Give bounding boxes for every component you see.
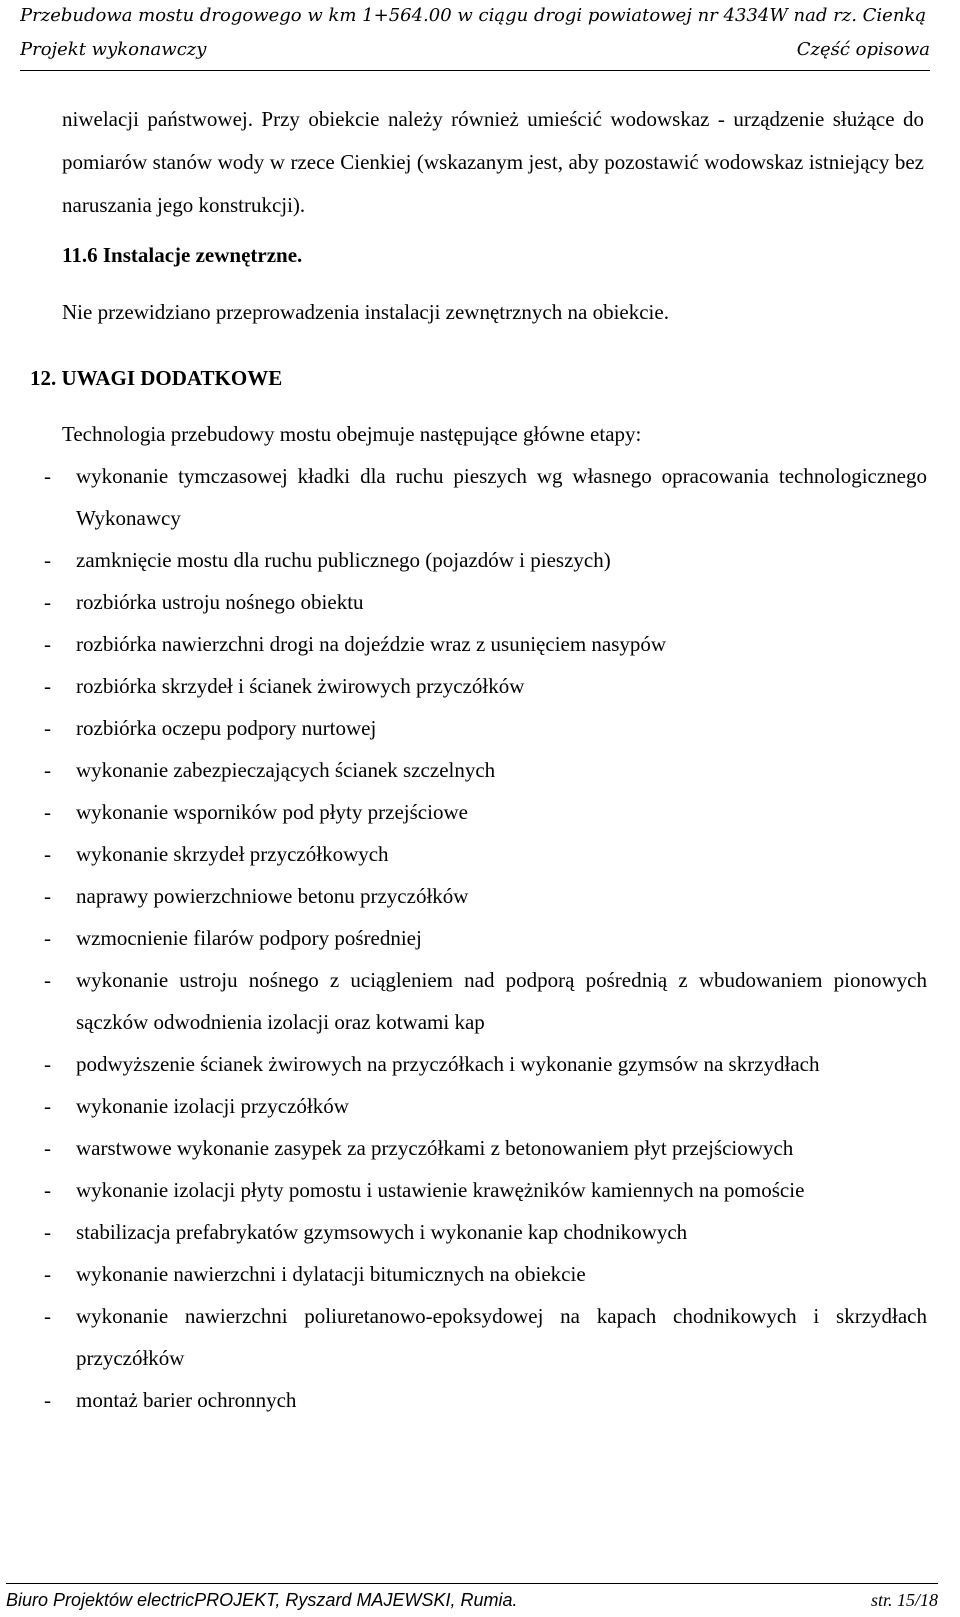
list-dash: - bbox=[44, 926, 51, 950]
list-item-text: warstwowe wykonanie zasypek za przyczółkami z betonowaniem płyt przejściowych bbox=[76, 1136, 794, 1160]
list-dash: - bbox=[44, 758, 51, 782]
list-dash: - bbox=[44, 1304, 51, 1328]
list-item-text: rozbiórka oczepu podpory nurtowej bbox=[76, 716, 377, 740]
list-item-text: stabilizacja prefabrykatów gzymsowych i wykonanie kap chodnikowych bbox=[76, 1220, 688, 1244]
list-item bbox=[44, 917, 927, 959]
list-item bbox=[44, 875, 927, 917]
construction-stages-list bbox=[44, 455, 927, 1421]
list-item bbox=[44, 833, 927, 875]
list-item-text: wykonanie izolacji przyczółków bbox=[76, 1094, 349, 1118]
list-item bbox=[44, 1169, 927, 1211]
list-item-text: montaż barier ochronnych bbox=[76, 1388, 297, 1412]
list-item-text: naprawy powierzchniowe betonu przyczółków bbox=[76, 884, 469, 908]
page-footer bbox=[6, 1587, 938, 1613]
list-item bbox=[44, 959, 927, 1043]
list-dash: - bbox=[44, 1262, 51, 1286]
list-dash: - bbox=[44, 590, 51, 614]
list-item bbox=[44, 1043, 927, 1085]
list-item-text: zamknięcie mostu dla ruchu publicznego (pojazdów i pieszych) bbox=[76, 548, 611, 572]
list-item bbox=[44, 1253, 927, 1295]
list-item bbox=[44, 791, 927, 833]
list-dash: - bbox=[44, 548, 51, 572]
list-dash: - bbox=[44, 884, 51, 908]
list-item-text: wykonanie ustroju nośnego z uciągleniem nad podporą pośrednią z wbudowaniem pionowych sączków odwodnienia izolacji oraz kotwami kap bbox=[76, 968, 927, 1034]
list-item-text: podwyższenie ścianek żwirowych na przyczółkach i wykonanie gzymsów na skrzydłach bbox=[76, 1052, 820, 1076]
list-dash: - bbox=[44, 1052, 51, 1076]
list-item bbox=[44, 623, 927, 665]
list-item-text: rozbiórka skrzydeł i ścianek żwirowych przyczółków bbox=[76, 674, 525, 698]
section-heading-11-6: 11.6 Instalacje zewnętrzne. bbox=[62, 243, 303, 267]
list-dash: - bbox=[44, 464, 51, 488]
list-item bbox=[44, 1295, 927, 1379]
list-item-text: wykonanie wsporników pod płyty przejściowe bbox=[76, 800, 468, 824]
continued-paragraph: niwelacji państwowej. Przy obiekcie należy również umieścić wodowskaz - urządzenie służące do pomiarów stanów wody w rzece Cienkiej (wskazanym jest, aby pozostawić wodowskaz istniejący bez naruszania jego konstrukcji). bbox=[62, 107, 924, 217]
list-item bbox=[44, 1085, 927, 1127]
list-dash: - bbox=[44, 842, 51, 866]
list-item-text: wykonanie skrzydeł przyczółkowych bbox=[76, 842, 389, 866]
list-item bbox=[44, 581, 927, 623]
list-item-text: wykonanie nawierzchni i dylatacji bitumicznych na obiekcie bbox=[76, 1262, 586, 1286]
list-dash: - bbox=[44, 1388, 51, 1412]
footer-divider bbox=[6, 1583, 938, 1584]
company-name: Biuro Projektów electricPROJEKT, Ryszard MAJEWSKI, Rumia. bbox=[6, 1590, 518, 1610]
list-dash: - bbox=[44, 1136, 51, 1160]
project-title: Przebudowa mostu drogowego w km 1+564.00 w ciągu drogi powiatowej nr 4334W nad rz. Cienką bbox=[20, 5, 927, 26]
list-item-text: wykonanie nawierzchni poliuretanowo-epoksydowej na kapach chodnikowych i skrzydłach przyczółków bbox=[76, 1304, 927, 1370]
list-dash: - bbox=[44, 716, 51, 740]
section-12-intro: Technologia przebudowy mostu obejmuje następujące główne etapy: bbox=[62, 422, 642, 446]
page-header-line-1 bbox=[20, 0, 930, 32]
project-phase: Projekt wykonawczy bbox=[20, 39, 207, 60]
list-item bbox=[44, 1211, 927, 1253]
list-dash: - bbox=[44, 968, 51, 992]
list-item bbox=[44, 665, 927, 707]
document-part: Część opisowa bbox=[796, 39, 930, 60]
list-item bbox=[44, 539, 927, 581]
section-11-6-text: Nie przewidziano przeprowadzenia instalacji zewnętrznych na obiekcie. bbox=[62, 300, 669, 324]
list-item-text: rozbiórka nawierzchni drogi na dojeździe wraz z usunięciem nasypów bbox=[76, 632, 667, 656]
list-dash: - bbox=[44, 674, 51, 698]
list-item bbox=[44, 1127, 927, 1169]
list-item bbox=[44, 749, 927, 791]
list-item-text: wykonanie tymczasowej kładki dla ruchu pieszych wg własnego opracowania technologicznego Wykonawcy bbox=[76, 464, 927, 530]
list-dash: - bbox=[44, 632, 51, 656]
list-dash: - bbox=[44, 1094, 51, 1118]
section-heading-12: 12. UWAGI DODATKOWE bbox=[30, 366, 283, 390]
list-item-text: wykonanie izolacji płyty pomostu i ustawienie krawężników kamiennych na pomoście bbox=[76, 1178, 805, 1202]
list-item-text: rozbiórka ustroju nośnego obiektu bbox=[76, 590, 364, 614]
list-item bbox=[44, 1379, 927, 1421]
page-number: str. 15/18 bbox=[870, 1590, 938, 1610]
list-item bbox=[44, 455, 927, 539]
list-item-text: wzmocnienie filarów podpory pośredniej bbox=[76, 926, 422, 950]
header-divider bbox=[20, 70, 930, 71]
list-item-text: wykonanie zabezpieczających ścianek szczelnych bbox=[76, 758, 496, 782]
list-dash: - bbox=[44, 800, 51, 824]
page-header-line-2 bbox=[20, 34, 930, 66]
list-dash: - bbox=[44, 1178, 51, 1202]
list-dash: - bbox=[44, 1220, 51, 1244]
list-item bbox=[44, 707, 927, 749]
